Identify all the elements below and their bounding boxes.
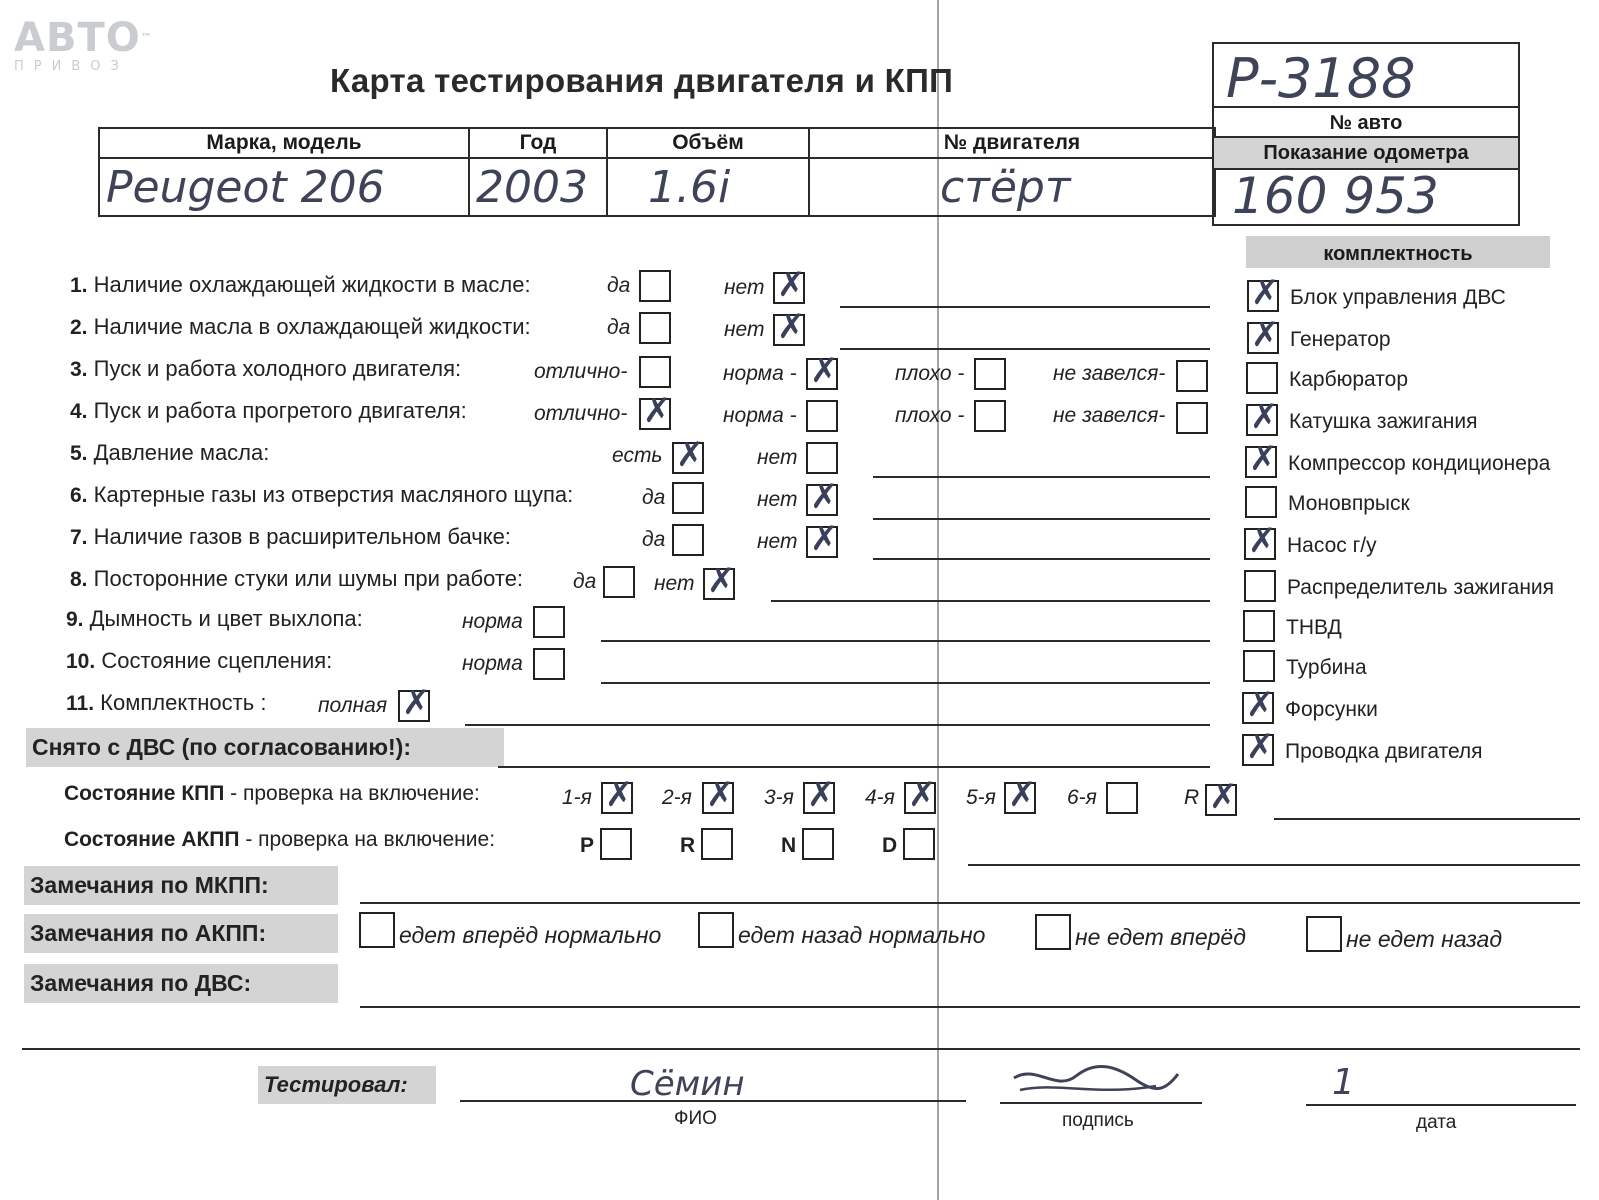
q5-no-checkbox[interactable]	[806, 442, 838, 474]
check-mark-icon: ✗	[1251, 273, 1280, 313]
model-value: Peugeot 206	[99, 158, 469, 216]
gear-label: R	[1184, 786, 1200, 809]
mkpp-remarks-line	[360, 902, 1580, 904]
q5-present-checkbox[interactable]	[672, 435, 705, 475]
akpp-option-label: едет вперёд нормально	[399, 922, 662, 948]
completeness-label: Распределитель зажигания	[1287, 576, 1555, 599]
completeness-checkbox-injection-pump[interactable]	[1243, 610, 1275, 642]
question-5	[70, 440, 269, 466]
question-text: Наличие масла в охлаждающей жидкости:	[93, 314, 531, 339]
gear-label: 2-я	[662, 786, 692, 809]
question-number: 4.	[70, 400, 88, 423]
completeness-label: Катушка зажигания	[1289, 410, 1478, 433]
check-mark-icon: ✗	[1248, 521, 1277, 561]
col-header-engine-no: № двигателя	[809, 128, 1215, 158]
check-mark-icon: ✗	[807, 775, 836, 815]
opt-yes-label: да	[607, 274, 631, 297]
kpp-notes-line	[1274, 818, 1580, 820]
q10-normal-checkbox[interactable]	[533, 648, 565, 680]
kpp-label	[64, 782, 480, 806]
opt-not-started-label: не завелся-	[1053, 362, 1166, 385]
completeness-checkbox-ac-compressor[interactable]	[1245, 439, 1278, 479]
q11-full-checkbox[interactable]	[398, 683, 431, 723]
gear-6-checkbox[interactable]	[1106, 782, 1138, 814]
q4-excellent-checkbox[interactable]	[639, 391, 672, 431]
akpp-mode-label: R	[680, 834, 696, 857]
check-mark-icon: ✗	[810, 519, 839, 559]
completeness-checkbox-carburetor[interactable]	[1246, 362, 1278, 394]
question-text: Пуск и работа прогретого двигателя:	[93, 398, 467, 423]
opt-yes-label: да	[607, 316, 631, 339]
logo-text: АВТО	[14, 15, 141, 61]
dvs-remarks-line-2	[22, 1048, 1580, 1050]
completeness-checkbox-ecu[interactable]	[1247, 273, 1280, 313]
opt-yes-label: да	[573, 570, 597, 593]
q10-notes-line	[601, 682, 1210, 684]
opt-excellent-label: отлично-	[534, 402, 628, 425]
year-value: 2003	[469, 158, 607, 216]
auto-number-value: Р-3188	[1226, 47, 1416, 110]
akpp-label-rest: - проверка на включение:	[239, 828, 496, 851]
auto-number-box	[1212, 42, 1520, 226]
odometer-value: 160 953	[1232, 167, 1439, 225]
q7-notes-line	[873, 558, 1210, 560]
question-text: Комплектность :	[100, 690, 267, 715]
q8-yes-checkbox[interactable]	[603, 566, 635, 598]
akpp-notes-line	[968, 864, 1580, 866]
q8-no-checkbox[interactable]	[703, 561, 736, 601]
question-text: Состояние сцепления:	[101, 648, 333, 673]
q11-notes-line	[465, 724, 1210, 726]
akpp-r-checkbox[interactable]	[701, 828, 733, 860]
date-value: 1	[1332, 1062, 1355, 1103]
tested-by-label: Тестировал:	[258, 1066, 436, 1104]
question-text: Наличие газов в расширительном бачке:	[93, 524, 511, 549]
completeness-checkbox-injectors[interactable]	[1242, 685, 1275, 725]
check-mark-icon: ✗	[643, 391, 672, 431]
q6-yes-checkbox[interactable]	[672, 482, 704, 514]
col-header-volume: Объём	[607, 128, 809, 158]
gear-r-checkbox[interactable]	[1205, 777, 1238, 817]
check-mark-icon: ✗	[777, 307, 806, 347]
check-mark-icon: ✗	[810, 351, 839, 391]
question-number: 1.	[70, 274, 88, 297]
opt-excellent-label: отлично-	[534, 360, 628, 383]
kpp-label-rest: - проверка на включение:	[224, 782, 480, 805]
check-mark-icon: ✗	[810, 477, 839, 517]
question-number: 5.	[70, 442, 88, 465]
opt-normal-label: норма -	[723, 362, 797, 385]
signature-image	[1006, 1056, 1186, 1106]
company-logo	[14, 16, 153, 74]
q4-normal-checkbox[interactable]	[806, 400, 838, 432]
q3-bad-checkbox[interactable]	[974, 358, 1006, 390]
auto-number-label: № авто	[1214, 106, 1518, 138]
akpp-no-forward-checkbox[interactable]	[1035, 914, 1071, 950]
gear-1-checkbox[interactable]	[601, 775, 634, 815]
q1-no-checkbox[interactable]	[773, 265, 806, 305]
opt-present-label: есть	[612, 444, 663, 467]
q6-notes-line	[873, 518, 1210, 520]
question-2	[70, 314, 531, 340]
completeness-checkbox-mono-injection[interactable]	[1245, 486, 1277, 518]
q1-yes-checkbox[interactable]	[639, 270, 671, 302]
signature-line	[1000, 1102, 1202, 1104]
q4-not-started-checkbox[interactable]	[1176, 402, 1208, 434]
question-4	[70, 398, 467, 424]
q5-notes-line	[873, 476, 1210, 478]
fio-line	[460, 1100, 966, 1102]
opt-full-label: полная	[318, 694, 388, 717]
opt-no-label: нет	[757, 488, 798, 511]
completeness-label: Турбина	[1286, 656, 1367, 679]
akpp-mode-label: D	[882, 834, 898, 857]
col-header-year: Год	[469, 128, 607, 158]
q2-yes-checkbox[interactable]	[639, 312, 671, 344]
q3-excellent-checkbox[interactable]	[639, 356, 671, 388]
opt-no-label: нет	[724, 318, 765, 341]
question-number: 7.	[70, 526, 88, 549]
akpp-d-checkbox[interactable]	[903, 828, 935, 860]
q2-notes-line	[840, 348, 1210, 350]
removed-from-engine-label: Снято с ДВС (по согласованию!):	[26, 728, 504, 767]
opt-no-label: нет	[654, 572, 695, 595]
completeness-checkbox-ignition-coil[interactable]	[1246, 397, 1279, 437]
gear-2-checkbox[interactable]	[702, 775, 735, 815]
akpp-mode-label: N	[781, 834, 797, 857]
check-mark-icon: ✗	[707, 561, 736, 601]
akpp-reverse-ok-checkbox[interactable]	[698, 912, 734, 948]
volume-value: 1.6i	[607, 158, 809, 216]
engine-no-value: стёрт	[809, 158, 1215, 216]
completeness-label: Блок управления ДВС	[1290, 286, 1506, 309]
completeness-checkbox-turbine[interactable]	[1243, 650, 1275, 682]
question-number: 9.	[66, 608, 84, 631]
check-mark-icon: ✗	[1249, 439, 1278, 479]
q7-yes-checkbox[interactable]	[672, 524, 704, 556]
question-number: 3.	[70, 358, 88, 381]
fio-label: ФИО	[674, 1108, 717, 1129]
check-mark-icon: ✗	[402, 683, 431, 723]
date-label: дата	[1416, 1112, 1457, 1133]
gear-4-checkbox[interactable]	[904, 775, 937, 815]
mkpp-remarks-label: Замечания по МКПП:	[24, 866, 338, 905]
check-mark-icon: ✗	[1008, 775, 1037, 815]
opt-bad-label: плохо -	[895, 404, 965, 427]
akpp-p-checkbox[interactable]	[600, 828, 632, 860]
opt-yes-label: да	[642, 486, 666, 509]
check-mark-icon: ✗	[1250, 397, 1279, 437]
completeness-label: Насос г/у	[1287, 534, 1377, 557]
dvs-remarks-line	[360, 1006, 1580, 1008]
akpp-option-label: едет назад нормально	[738, 922, 986, 948]
signature-label: подпись	[1062, 1110, 1134, 1131]
akpp-option-label: не едет назад	[1346, 926, 1503, 952]
opt-yes-label: да	[642, 528, 666, 551]
question-number: 8.	[70, 568, 88, 591]
q9-normal-checkbox[interactable]	[533, 606, 565, 638]
question-10	[66, 648, 332, 674]
col-header-model: Марка, модель	[99, 128, 469, 158]
completeness-checkbox-power-steering-pump[interactable]	[1244, 521, 1277, 561]
tester-name-value: Сёмин	[630, 1064, 745, 1104]
date-line	[1306, 1104, 1576, 1106]
question-text: Пуск и работа холодного двигателя:	[93, 356, 462, 381]
q1-notes-line	[840, 306, 1210, 308]
question-7	[70, 524, 511, 550]
check-mark-icon: ✗	[706, 775, 735, 815]
q7-no-checkbox[interactable]	[806, 519, 839, 559]
check-mark-icon: ✗	[1246, 685, 1275, 725]
completeness-label: Карбюратор	[1289, 368, 1409, 391]
completeness-label: Проводка двигателя	[1285, 740, 1483, 763]
question-text: Картерные газы из отверстия масляного щупа:	[93, 482, 574, 507]
completeness-label: ТНВД	[1286, 616, 1342, 639]
opt-normal-label: норма	[462, 652, 523, 675]
check-mark-icon: ✗	[605, 775, 634, 815]
completeness-label: Компрессор кондиционера	[1288, 452, 1551, 475]
q3-not-started-checkbox[interactable]	[1176, 360, 1208, 392]
logo-tm: ™	[140, 31, 153, 44]
check-mark-icon: ✗	[1246, 727, 1275, 767]
question-9	[66, 606, 363, 632]
question-8	[70, 566, 523, 592]
completeness-checkbox-generator[interactable]	[1247, 315, 1280, 355]
question-number: 2.	[70, 316, 88, 339]
dvs-remarks-label: Замечания по ДВС:	[24, 964, 338, 1003]
gear-5-checkbox[interactable]	[1004, 775, 1037, 815]
check-mark-icon: ✗	[676, 435, 705, 475]
question-number: 10.	[66, 650, 96, 673]
opt-no-label: нет	[724, 276, 765, 299]
gear-label: 3-я	[764, 786, 794, 809]
completeness-label: Моновпрыск	[1288, 492, 1410, 515]
gear-label: 4-я	[865, 786, 895, 809]
completeness-title: комплектность	[1246, 236, 1550, 268]
question-1	[70, 272, 531, 298]
question-text: Наличие охлаждающей жидкости в масле:	[93, 272, 531, 297]
check-mark-icon: ✗	[1251, 315, 1280, 355]
gear-3-checkbox[interactable]	[803, 775, 836, 815]
opt-bad-label: плохо -	[895, 362, 965, 385]
completeness-checkbox-engine-wiring[interactable]	[1242, 727, 1275, 767]
q3-normal-checkbox[interactable]	[806, 351, 839, 391]
opt-no-label: нет	[757, 530, 798, 553]
page-title: Карта тестирования двигателя и КПП	[330, 62, 954, 99]
opt-no-label: нет	[757, 446, 798, 469]
kpp-label-bold: Состояние КПП	[64, 782, 225, 805]
check-mark-icon: ✗	[1209, 777, 1238, 817]
completeness-label: Генератор	[1290, 328, 1391, 351]
gear-label: 1-я	[562, 786, 592, 809]
akpp-n-checkbox[interactable]	[802, 828, 834, 860]
opt-normal-label: норма -	[723, 404, 797, 427]
opt-normal-label: норма	[462, 610, 523, 633]
akpp-remarks-label: Замечания по АКПП:	[24, 914, 338, 953]
gear-label: 6-я	[1067, 786, 1097, 809]
akpp-label	[64, 828, 495, 852]
q2-no-checkbox[interactable]	[773, 307, 806, 347]
question-number: 11.	[66, 692, 95, 715]
akpp-mode-label: P	[580, 834, 595, 857]
check-mark-icon: ✗	[777, 265, 806, 305]
question-number: 6.	[70, 484, 88, 507]
question-3	[70, 356, 461, 382]
akpp-forward-ok-checkbox[interactable]	[359, 912, 395, 948]
q8-notes-line	[771, 600, 1210, 602]
akpp-option-label: не едет вперёд	[1075, 924, 1246, 950]
question-text: Дымность и цвет выхлопа:	[89, 606, 363, 631]
completeness-checkbox-distributor[interactable]	[1244, 570, 1276, 602]
odometer-label: Показание одометра	[1214, 136, 1518, 170]
check-mark-icon: ✗	[908, 775, 937, 815]
question-11	[66, 690, 266, 716]
q6-no-checkbox[interactable]	[806, 477, 839, 517]
question-text: Давление масла:	[93, 440, 270, 465]
opt-not-started-label: не завелся-	[1053, 404, 1166, 427]
question-text: Посторонние стуки или шумы при работе:	[93, 566, 524, 591]
akpp-no-reverse-checkbox[interactable]	[1306, 916, 1342, 952]
q9-notes-line	[601, 640, 1210, 642]
q4-bad-checkbox[interactable]	[974, 400, 1006, 432]
completeness-label: Форсунки	[1285, 698, 1378, 721]
gear-label: 5-я	[966, 786, 996, 809]
removed-notes-line	[498, 766, 1210, 768]
vehicle-info-table	[98, 127, 1216, 217]
akpp-label-bold: Состояние АКПП	[64, 828, 240, 851]
question-6	[70, 482, 573, 508]
logo-subtext: ПРИВОЗ	[14, 59, 129, 74]
